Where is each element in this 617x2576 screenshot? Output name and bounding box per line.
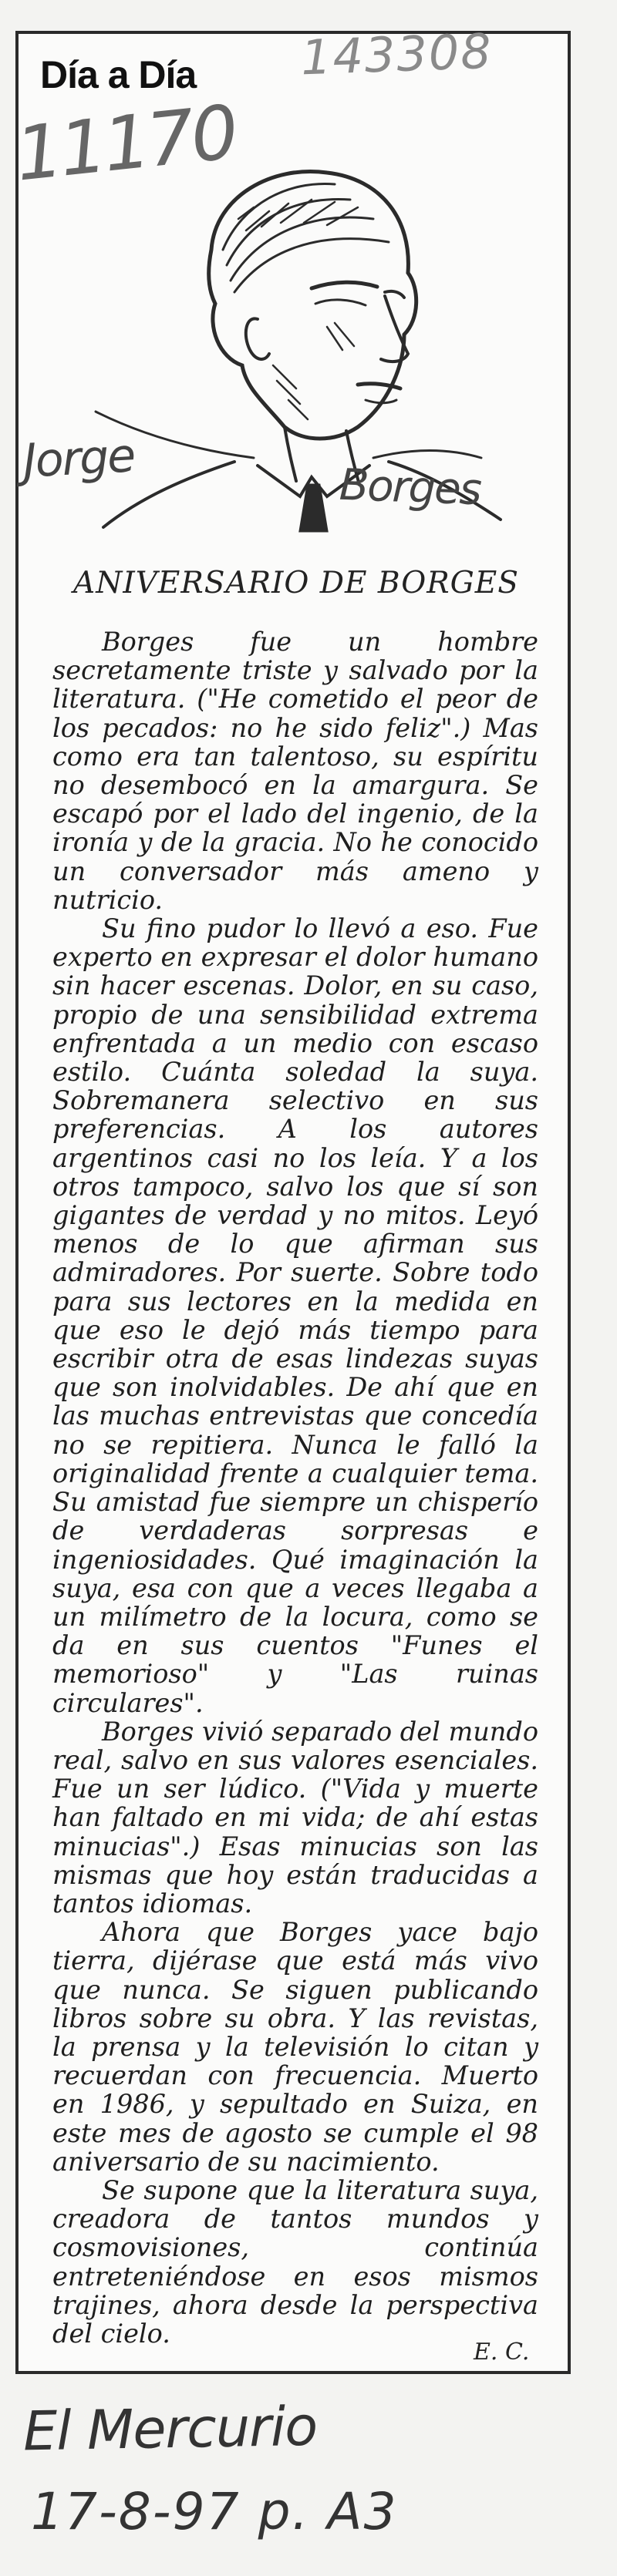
- article-paragraph: Su fino pudor lo llevó a eso. Fue experto en expresar el dolor humano sin hacer escenas. Dolor, en su caso, propio de una sensibilidad extrema enfrentada a un medio con escaso estilo. Cuánta soledad la suya. Sobremanera selectivo en sus preferencias. A los autores argentinos casi no los leía. Y a los otros tampoco, salvo los que sí son gigantes de verdad y no mitos. Leyó menos de lo que afirman sus admiradores. Por suerte. Sobre todo para sus lectores en la medida en que eso le dejó más tiempo para escribir otra de esas lindezas suyas que son inolvidables. De ahí que en las muchas entrevistas que concedía no se repitiera. Nunca le falló la originalidad frente a cualquier tema. Su amistad fue siempre un chisperío de verdaderas sorpresas e ingeniosidades. Qué imaginación la suya, esa con que a veces llegaba a un milímetro de la locura, como se da en sus cuentos "Funes el memorioso" y "Las ruinas circulares".: [52, 913, 538, 1718]
- handwritten-name-right: Borges: [338, 459, 481, 516]
- article-body: [52, 627, 538, 2348]
- article-paragraph: Se supone que la literatura suya, creadora de tantos mundos y cosmovisiones, continúa entreteniéndose en esos mismos trajines, ahora desde la perspectiva del cielo.: [52, 2174, 538, 2349]
- handwritten-archive-number: 143308: [299, 22, 494, 86]
- article-headline: ANIVERSARIO DE BORGES: [73, 566, 519, 600]
- handwritten-source: El Mercurio: [22, 2394, 318, 2463]
- article-paragraph: Ahora que Borges yace bajo tierra, dijérase que está más vivo que nunca. Se siguen publicando libros sobre su obra. Y las revistas, la prensa y la televisión lo citan y recuerdan con frecuencia. Muerto en 1986, y sepultado en Suiza, en este mes de agosto se cumple el 98 aniversario de su nacimiento.: [52, 1917, 538, 2177]
- article-paragraph: Borges fue un hombre secretamente triste y salvado por la literatura. ("He cometido el peor de los pecados: no he sido feliz".) Mas como era tan talentoso, su espíritu no desembocó en la amargura. Se escapó por el lado del ingenio, de la ironía y de la gracia. No he conocido un conversador más ameno y nutricio.: [52, 627, 538, 915]
- handwritten-folio-number: 11170: [11, 89, 240, 198]
- handwritten-name-left: Jorge: [22, 429, 136, 489]
- handwritten-date: 17-8-97 p. A3: [31, 2482, 398, 2541]
- article-paragraph: Borges vivió separado del mundo real, salvo en sus valores esenciales. Fue un ser lúdico. ("Vida y muerte han faltado en mi vida; de ahí estas minucias".) Esas minucias son las mismas que hoy están traducidas a tantos idiomas.: [52, 1716, 538, 1919]
- section-title: Día a Día: [40, 53, 197, 96]
- newspaper-clipping: [15, 31, 571, 2374]
- author-signature: E. C.: [474, 2339, 530, 2366]
